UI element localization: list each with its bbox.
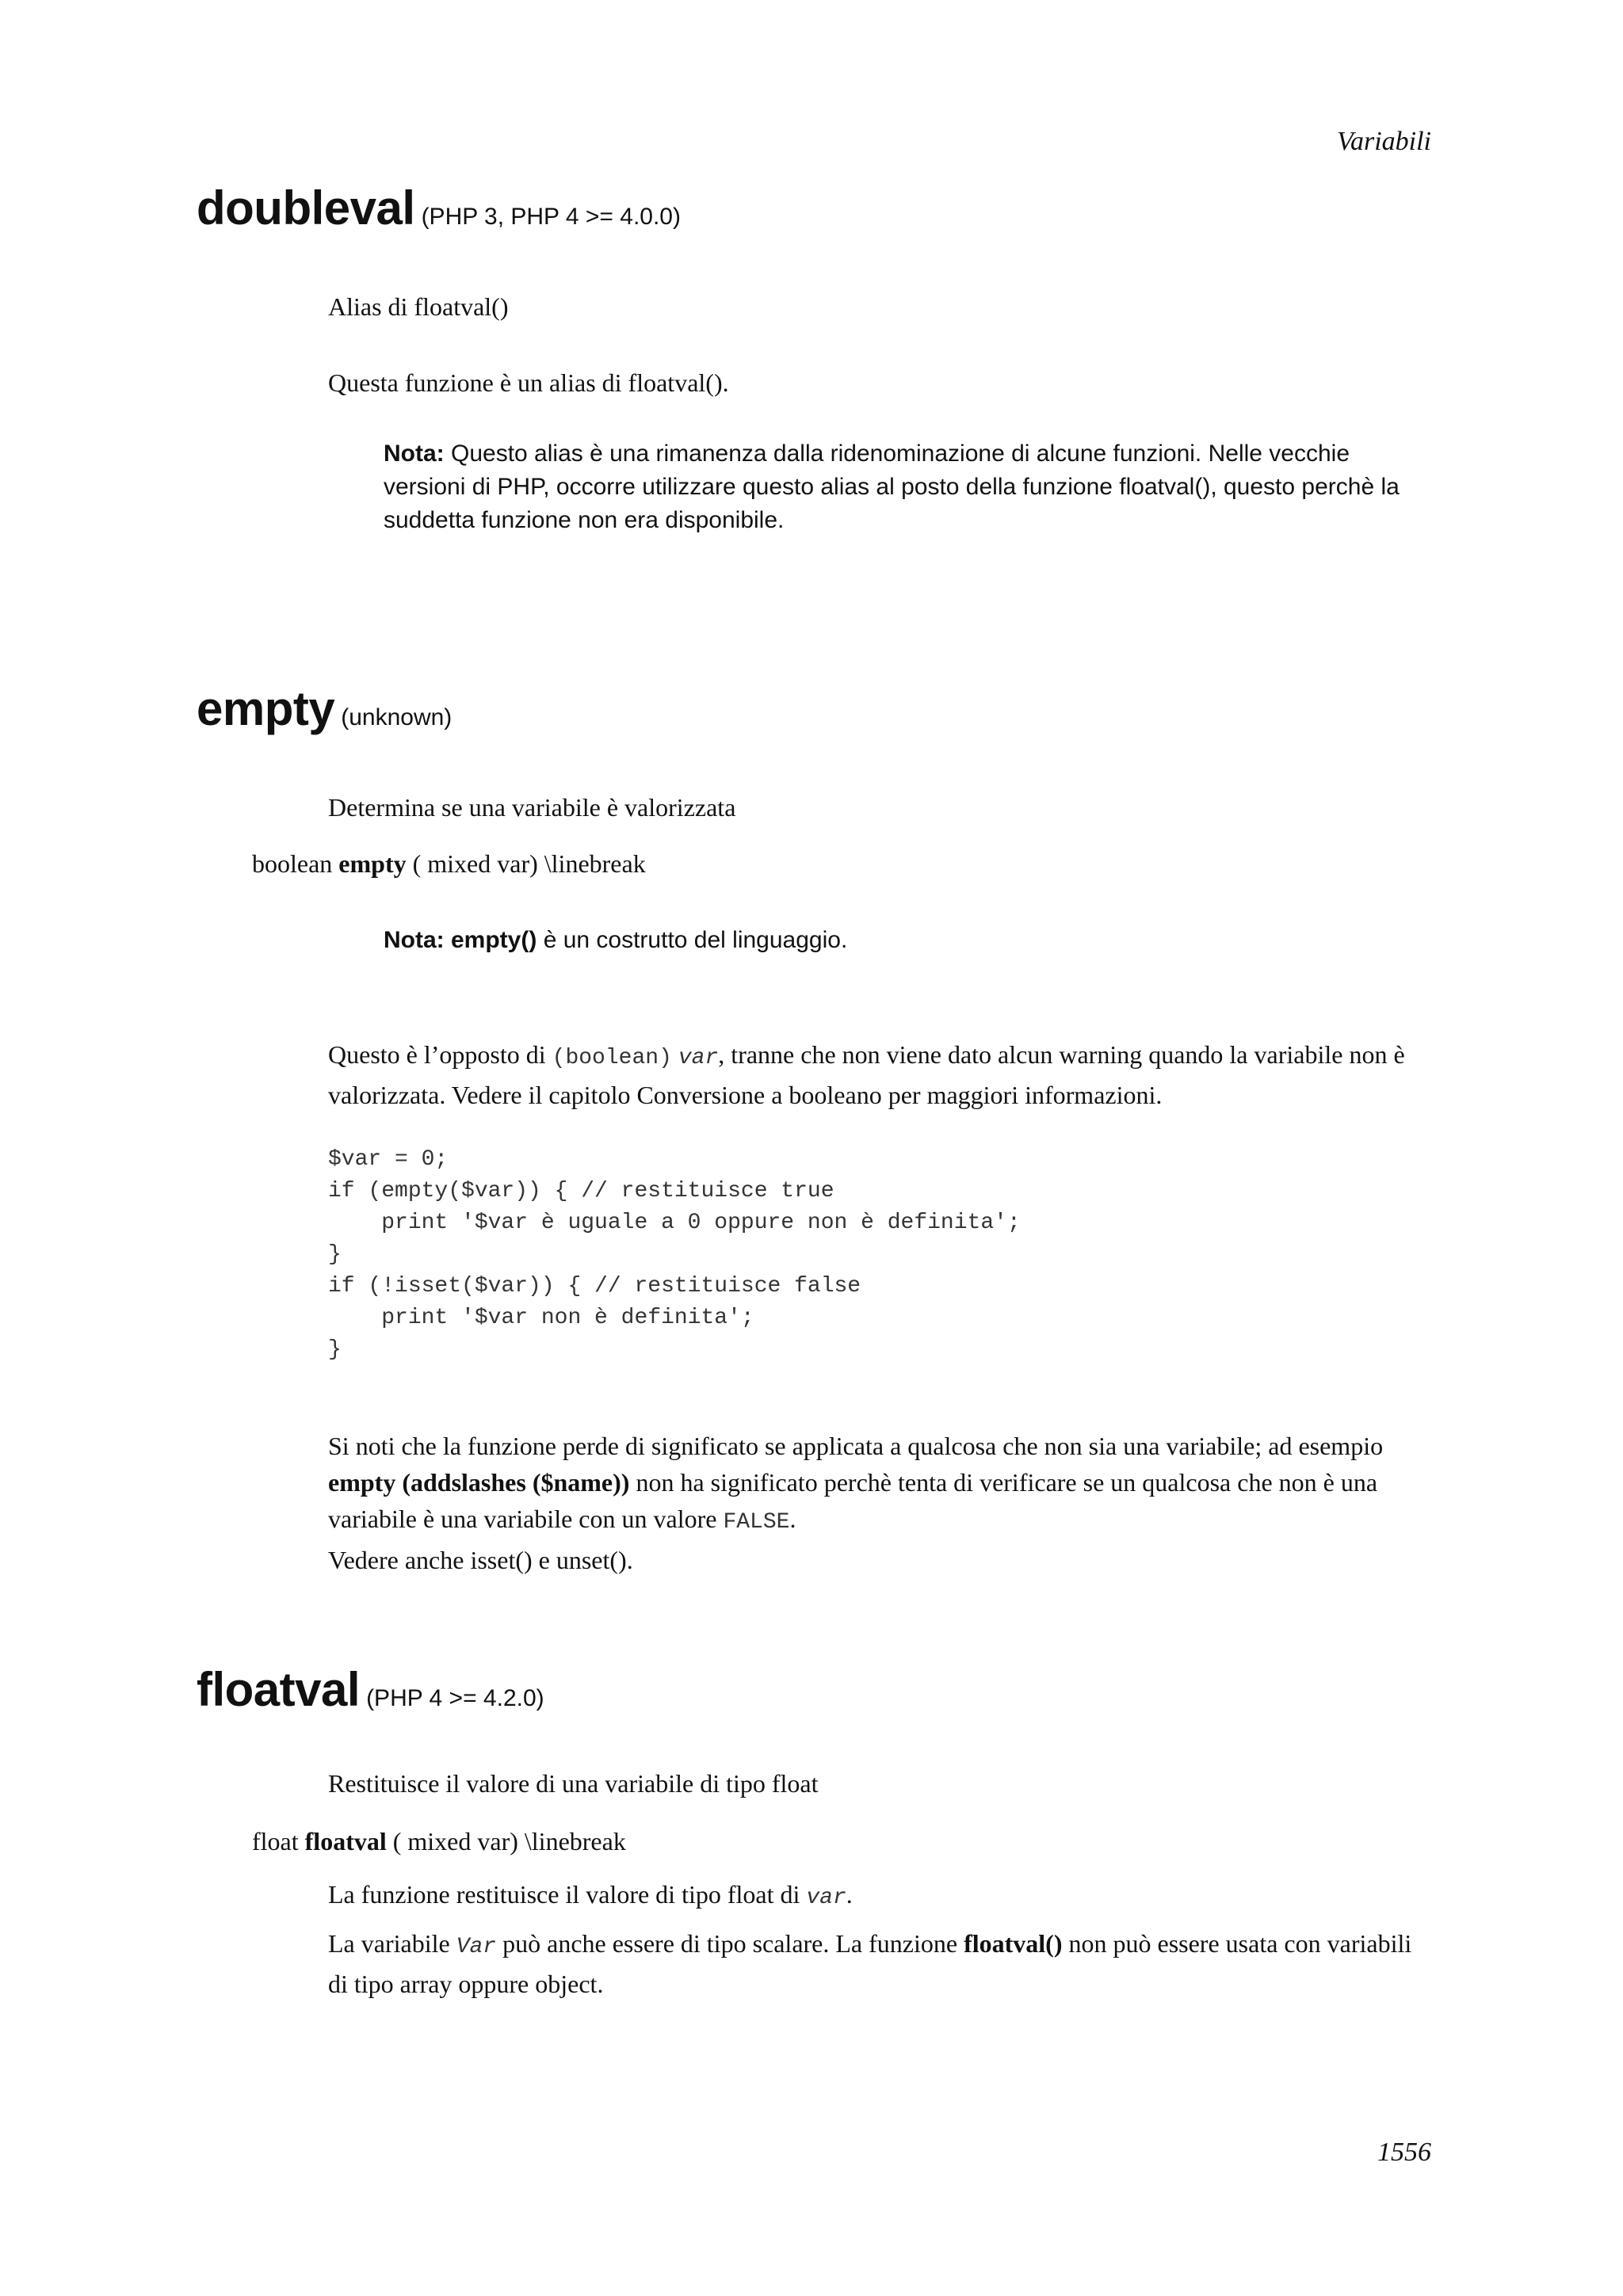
inline-var: Var bbox=[456, 1935, 497, 1959]
doubleval-description: Questa funzione è un alias di floatval(). bbox=[328, 368, 729, 397]
empty-paragraph-2 bbox=[328, 1428, 1434, 1541]
page-number: 1556 bbox=[1377, 2138, 1431, 2167]
version-info: (PHP 4 >= 4.2.0) bbox=[366, 1685, 544, 1711]
para-text: La funzione restituisce il valore di tipo float di bbox=[328, 1880, 800, 1909]
version-info: (PHP 3, PHP 4 >= 4.0.0) bbox=[421, 204, 681, 230]
doubleval-note bbox=[384, 437, 1438, 537]
note-text: Questo alias è una rimanenza dalla ridenominazione di alcune funzioni. Nelle vecchie versioni di PHP, occorre utilizzare questo alias al posto della funzione floatval(), questo perchè la suddetta funzione non era disponibile. bbox=[384, 441, 1400, 533]
note-function: empty() bbox=[451, 927, 537, 953]
para-text: Si noti che la funzione perde di significato se applicata a qualcosa che non sia una variabile; ad esempio bbox=[328, 1432, 1384, 1460]
para-text: . bbox=[789, 1505, 796, 1533]
function-name: doubleval bbox=[197, 181, 415, 235]
inline-var: var bbox=[678, 1046, 719, 1070]
empty-note bbox=[384, 924, 1438, 957]
para-text: Questo è l’opposto di bbox=[328, 1040, 546, 1069]
bold-expression: empty (addslashes ($name)) bbox=[328, 1468, 630, 1497]
empty-synopsis bbox=[252, 849, 646, 879]
function-name: floatval bbox=[197, 1663, 361, 1716]
note-label: Nota: bbox=[384, 927, 445, 953]
para-text: , tranne che non viene dato alcun warning quando la variabile non è valorizzata. Vedere il capitolo Conversione a booleano per maggiori informazioni. bbox=[328, 1040, 1405, 1109]
version-info: (unknown) bbox=[341, 704, 453, 730]
synopsis-params: ( mixed var) \linebreak bbox=[412, 849, 646, 878]
floatval-purpose: Restituisce il valore di una variabile di tipo float bbox=[328, 1769, 819, 1798]
para-text: La variabile bbox=[328, 1929, 450, 1958]
empty-paragraph-1 bbox=[328, 1036, 1434, 1113]
floatval-heading bbox=[197, 1662, 544, 1717]
para-text: non ha significato perchè tenta di verificare se un qualcosa che non è una variabile è una variabile con un valore bbox=[328, 1468, 1378, 1533]
synopsis-function: floatval bbox=[304, 1827, 387, 1855]
para-text: può anche essere di tipo scalare. La funzione bbox=[502, 1929, 958, 1958]
running-header: Variabili bbox=[1336, 127, 1431, 156]
synopsis-params: ( mixed var) \linebreak bbox=[392, 1827, 626, 1855]
floatval-synopsis bbox=[252, 1827, 626, 1856]
empty-see-also: Vedere anche isset() e unset(). bbox=[328, 1546, 633, 1574]
synopsis-function: empty bbox=[338, 849, 407, 878]
inline-var: var bbox=[806, 1886, 846, 1910]
bold-function: floatval() bbox=[964, 1929, 1063, 1958]
doubleval-purpose: Alias di floatval() bbox=[328, 292, 509, 321]
inline-constant: FALSE bbox=[723, 1510, 790, 1535]
floatval-paragraph-1 bbox=[328, 1876, 1434, 1917]
empty-code-example: $var = 0; if (empty($var)) { // restituisce true print '$var è uguale a 0 oppure non è definita'; } if (!isset($var)) { // restituisce false print '$var non è definita'; } bbox=[328, 1147, 1021, 1362]
note-label: Nota: bbox=[384, 441, 445, 467]
empty-heading bbox=[197, 681, 452, 736]
para-text: non può essere usata con variabili di tipo array oppure object. bbox=[328, 1929, 1412, 1998]
floatval-paragraph-2 bbox=[328, 1925, 1434, 2002]
inline-code: (boolean) bbox=[552, 1046, 672, 1070]
note-text: è un costrutto del linguaggio. bbox=[543, 927, 848, 953]
doubleval-heading bbox=[197, 181, 681, 235]
function-name: empty bbox=[197, 682, 335, 735]
return-type: float bbox=[252, 1827, 299, 1855]
para-text: . bbox=[846, 1880, 853, 1909]
empty-purpose: Determina se una variabile è valorizzata bbox=[328, 793, 736, 822]
return-type: boolean bbox=[252, 849, 333, 878]
